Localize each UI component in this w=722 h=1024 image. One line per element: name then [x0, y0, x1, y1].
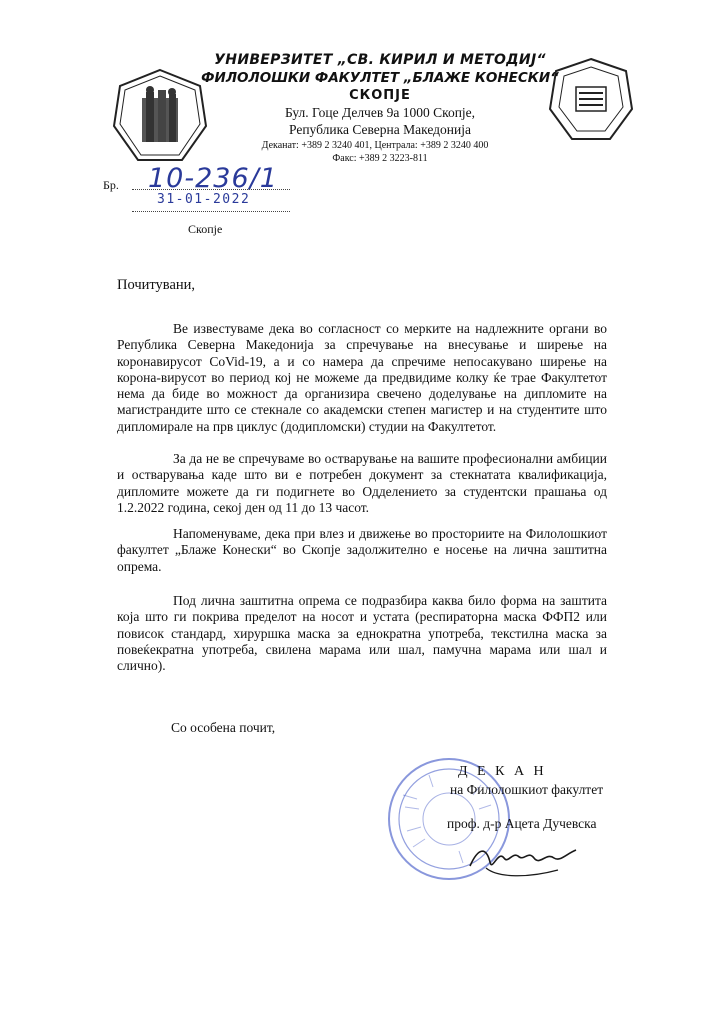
letter-greeting: Почитувани, — [117, 277, 196, 293]
handwritten-signature — [468, 828, 578, 888]
university-name: УНИВЕРЗИТЕТ „СВ. КИРИЛ И МЕТОДИЈ“ — [214, 52, 546, 68]
address-line-2: Република Северна Македонија — [289, 122, 471, 137]
paragraph-3: Напоменуваме, дека при влез и движење во просториите на Филолошкиот факултет „Блаже Конески“ во Скопје задолжително е носење на лична заштитна опрема. — [117, 526, 607, 574]
registration-number: 10-236/1 — [148, 163, 278, 194]
paragraph-4: Под лична заштитна опрема се подразбира каква било форма на заштита која што ги покрива пределот на носот и устата (респираторна маска ФФП2 или повисок стандард, хируршка маска за еднократна употреба, текстилна маска за повеќекратна употреба, свилена марама или шал, памучна марама или шал и слично). — [117, 593, 607, 674]
registration-label: Бр. — [103, 178, 119, 192]
university-logo — [112, 68, 208, 164]
registration-place: Скопје — [188, 222, 223, 236]
letter-closing: Со особена почит, — [171, 720, 276, 735]
paragraph-2: За да не ве спречуваме во остварување на вашите професионални амбиции и остварувања каде што ви е потребен документ за стекнатата квалификација, дипломите можете да ги подигнете во Одделението за студентски прашања од 1.2.2022 година, секој ден од 11 до 13 часот. — [117, 451, 607, 515]
signature-title: Д Е К А Н — [458, 764, 547, 779]
fax-number: Факс: +389 2 3223-811 — [332, 153, 428, 164]
registration-date-line — [132, 211, 290, 212]
paragraph-1: Ве известуваме дека во согласност со мерките на надлежните органи во Република Северна Македонија за спречување на внесување и ширење на коронавирусот CoVid-19, а и со намера да спречиме непосакувано ширење на корона-вирусот во период кој не можеме да предвидиме колку ќе трае Факултетот нема да биде во можност да организира свечено доделување на дипломите на магистрандите што се стекнале со академски степен магистер и на студентите што дипломирале на прв циклус (додипломски) студии на Факултетот. — [117, 321, 607, 434]
faculty-logo — [548, 57, 634, 143]
faculty-name: ФИЛОЛОШКИ ФАКУЛТЕТ „БЛАЖЕ КОНЕСКИ“ — [201, 70, 559, 86]
registration-date: 31-01-2022 — [157, 192, 251, 207]
address-line-1: Бул. Гоце Делчев 9а 1000 Скопје, — [284, 105, 476, 120]
signature-subtitle: на Филолошкиот факултет — [450, 782, 604, 797]
registration-number-line — [132, 189, 290, 190]
city-name: СКОПЈЕ — [349, 88, 411, 103]
phone-numbers: Деканат: +389 2 3240 401, Централа: +389 2 3240 400 — [261, 140, 489, 151]
signatory-name: проф. д-р Ацета Дучевска — [447, 816, 597, 831]
